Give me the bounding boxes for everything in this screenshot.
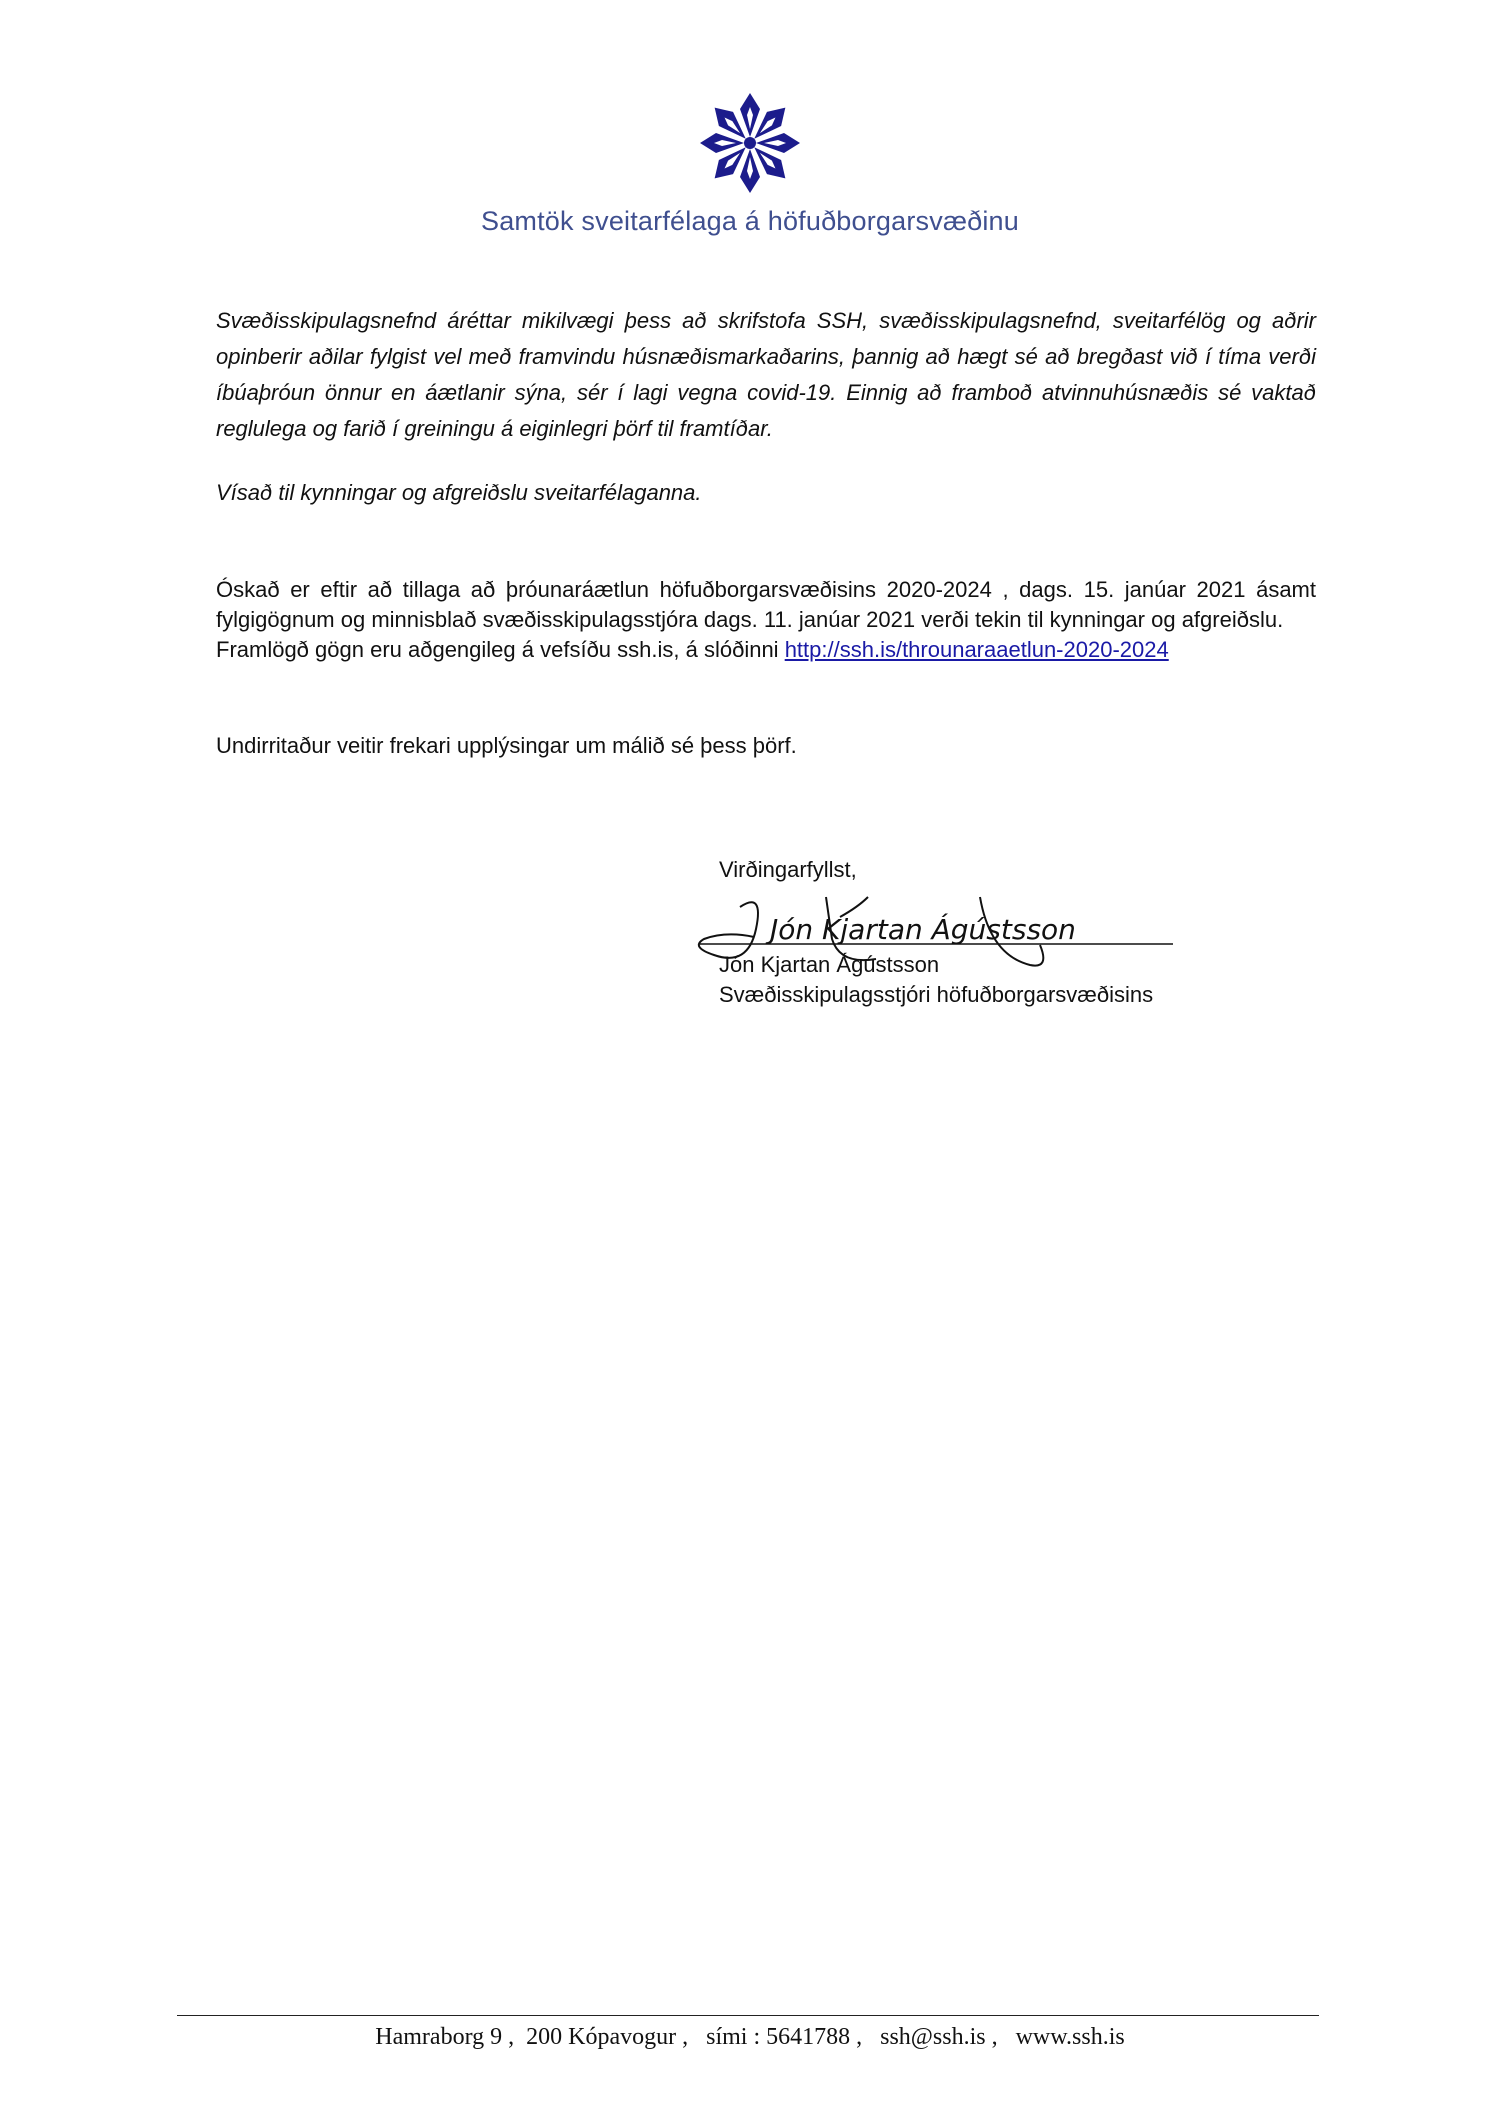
request-text: Óskað er eftir að tillaga að þróunaráætlun höfuðborgarsvæðisins 2020-2024 , dags. 15. janúar 2021 ásamt fylgigögnum og minnisblað svæðisskipulagsstjóra dags. 11. janúar 2021 verði tekin til kynningar og afgreiðslu. xyxy=(216,577,1316,632)
footer-divider xyxy=(177,2015,1319,2016)
closing-greeting: Virðingarfyllst, xyxy=(719,857,857,882)
paragraph-contact: Undirritaður veitir frekari upplýsingar um málið sé þess þörf. xyxy=(216,733,797,758)
footer-contact-line: Hamraborg 9 , 200 Kópavogur , sími : 5641788 , ssh@ssh.is , www.ssh.is xyxy=(375,2024,1125,2050)
documents-link[interactable]: http://ssh.is/throunaraaetlun-2020-2024 xyxy=(784,637,1169,662)
paragraph-request xyxy=(216,575,1316,665)
signatory-title: Svæðisskipulagsstjóri höfuðborgarsvæðisins xyxy=(719,982,1154,1007)
documents-line xyxy=(216,635,1316,665)
snowflake-logo-icon xyxy=(695,88,805,198)
letterhead xyxy=(0,88,1500,237)
paragraph-referral: Vísað til kynningar og afgreiðslu sveitarfélaganna. xyxy=(216,480,702,505)
paragraph-recommendation: Svæðisskipulagsnefnd áréttar mikilvægi þess að skrifstofa SSH, svæðisskipulagsnefnd, sveitarfélög og aðrir opinberir aðilar fylgist vel með framvindu húsnæðismarkaðarins, þannig að hægt sé að bregðast við í tíma verði íbúaþróun önnur en áætlanir sýna, sér í lagi vegna covid-19. Einnig að framboð atvinnuhúsnæðis sé vaktað reglulega og farið í greiningu á eiginlegri þörf til framtíðar. xyxy=(216,308,1316,441)
signature-script: Jón Kjartan Ágústsson xyxy=(770,913,1076,946)
signatory-name: Jón Kjartan Ágústsson xyxy=(719,952,940,977)
documents-text: Framlögð gögn eru aðgengileg á vefsíðu ssh.is, á slóðinni xyxy=(216,637,785,662)
organization-name: Samtök sveitarfélaga á höfuðborgarsvæðinu xyxy=(480,206,1019,236)
